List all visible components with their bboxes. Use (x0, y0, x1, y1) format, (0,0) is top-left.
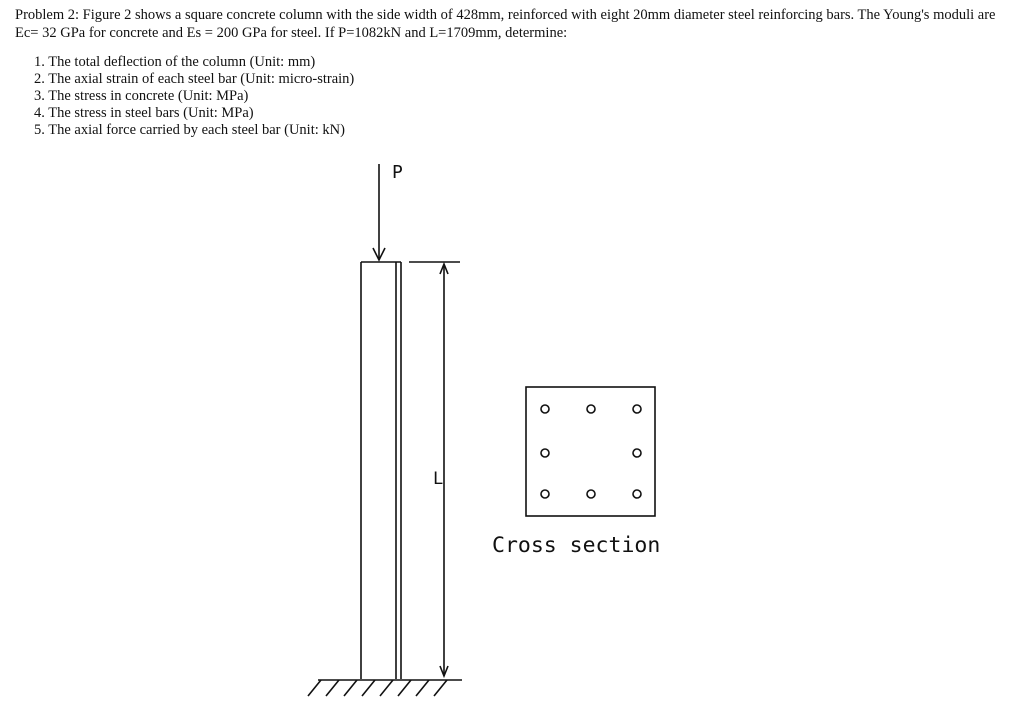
question-number: 5. (34, 122, 45, 138)
rebar (587, 490, 595, 498)
column-body (361, 262, 401, 679)
problem-statement: Problem 2: Figure 2 shows a square concrete column with the side width of 428mm, reinforced with eight 20mm diameter steel reinforcing bars. The Young's moduli are Ec= 32 GPa for concrete and Es = 200 GPa for steel. If P=1082kN and L=1709mm, determine: (15, 7, 996, 41)
load-arrow (373, 164, 385, 260)
rebar-group (541, 405, 641, 498)
cross-section-outline (526, 387, 655, 516)
rebar (541, 490, 549, 498)
question-number: 4. (34, 105, 45, 121)
question-number: 3. (34, 88, 45, 104)
cross-section-caption: Cross section (492, 533, 661, 558)
cross-section (526, 387, 655, 516)
question-number: 2. (34, 71, 45, 87)
question-text: The axial strain of each steel bar (Unit: micro-strain) (48, 71, 355, 87)
rebar (541, 449, 549, 457)
question-text: The stress in concrete (Unit: MPa) (48, 88, 249, 104)
rebar (633, 490, 641, 498)
question-number: 1. (34, 54, 45, 70)
rebar (633, 405, 641, 413)
load-label: P (392, 162, 403, 183)
question-text: The total deflection of the column (Unit: mm) (48, 54, 316, 70)
question-text: The stress in steel bars (Unit: MPa) (48, 105, 254, 121)
fixed-support (308, 680, 462, 696)
length-label: L (433, 469, 444, 489)
rebar (633, 449, 641, 457)
rebar (587, 405, 595, 413)
rebar (541, 405, 549, 413)
question-text: The axial force carried by each steel bar (Unit: kN) (48, 122, 345, 138)
